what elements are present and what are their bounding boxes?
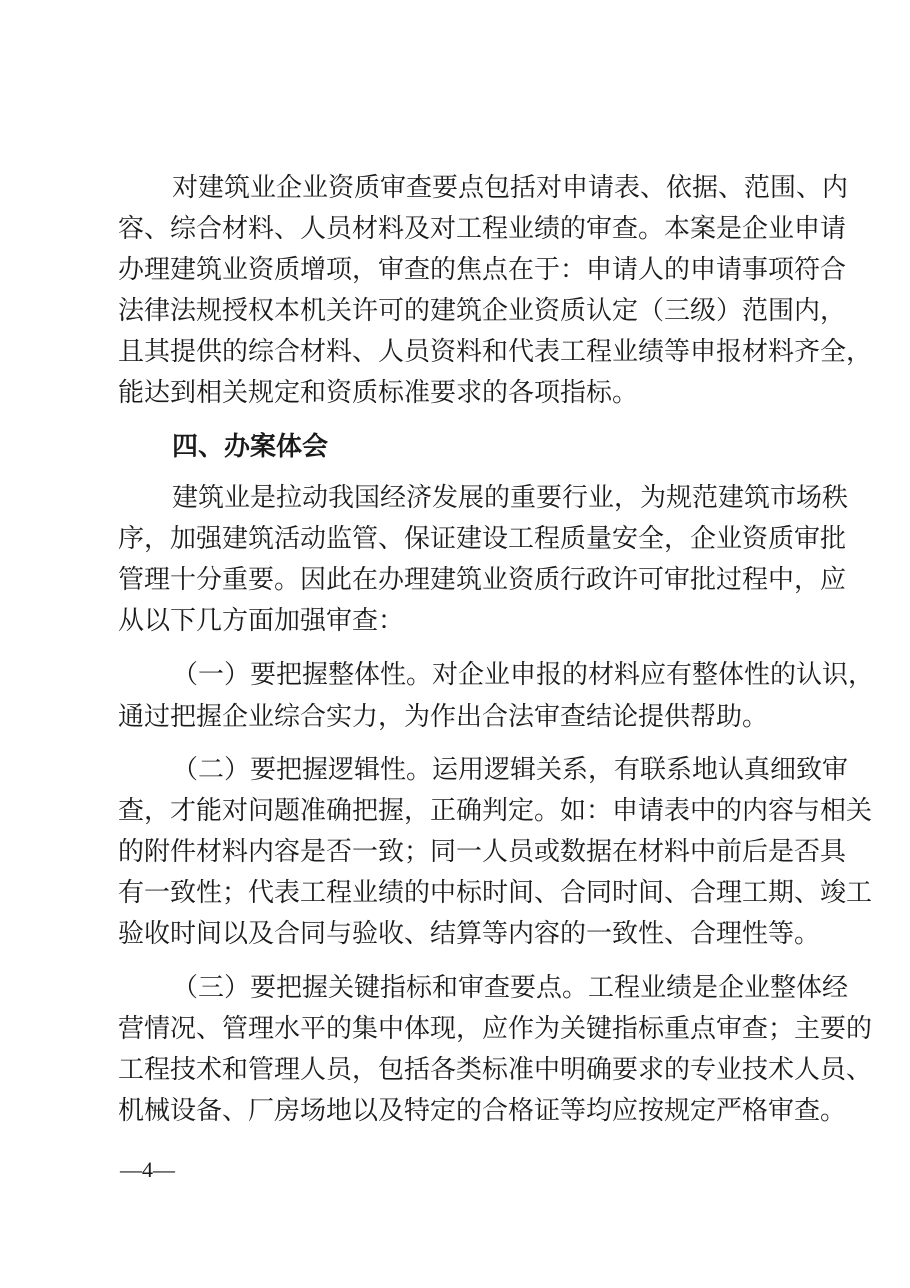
section-heading: 四、办案体会 [172, 432, 329, 462]
paragraph-2-line-2: 序，加强建筑活动监管、保证建设工程质量安全，企业资质审批 [118, 524, 847, 554]
paragraph-5-line-2: 营情况、管理水平的集中体现，应作为关键指标重点审查；主要的 [118, 1014, 873, 1044]
paragraph-3-line-1: （一）要把握整体性。对企业申报的材料应有整体性的认识， [172, 660, 875, 690]
paragraph-1-line-2: 容、综合材料、人员材料及对工程业绩的审查。本案是企业申请 [118, 214, 847, 244]
paragraph-4-line-2: 查，才能对问题准确把握，正确判定。如：申请表中的内容与相关 [118, 796, 873, 826]
paragraph-2-line-1: 建筑业是拉动我国经济发展的重要行业，为规范建筑市场秩 [172, 483, 849, 513]
paragraph-2-line-3: 管理十分重要。因此在办理建筑业资质行政许可审批过程中，应 [118, 565, 847, 595]
paragraph-1-line-6: 能达到相关规定和资质标准要求的各项指标。 [118, 378, 639, 408]
paragraph-1-line-1: 对建筑业企业资质审查要点包括对申请表、依据、范围、内 [172, 173, 849, 203]
paragraph-5-line-4: 机械设备、厂房场地以及特定的合格证等均应按规定严格审查。 [118, 1096, 847, 1126]
paragraph-4-line-3: 的附件材料内容是否一致；同一人员或数据在材料中前后是否具 [118, 837, 847, 867]
paragraph-4-line-4: 有一致性；代表工程业绩的中标时间、合同时间、合理工期、竣工 [118, 878, 873, 908]
paragraph-2-line-4: 从以下几方面加强审查： [118, 606, 405, 636]
paragraph-3-line-2: 通过把握企业综合实力，为作出合法审查结论提供帮助。 [118, 702, 769, 732]
paragraph-5-line-3: 工程技术和管理人员，包括各类标准中明确要求的专业技术人员、 [118, 1055, 873, 1085]
paragraph-5-line-1: （三）要把握关键指标和审查要点。工程业绩是企业整体经 [172, 973, 849, 1003]
paragraph-1-line-3: 办理建筑业资质增项，审查的焦点在于：申请人的申请事项符合 [118, 255, 847, 285]
page-number: —4— [120, 1157, 175, 1182]
paragraph-4-line-5: 验收时间以及合同与验收、结算等内容的一致性、合理性等。 [118, 919, 821, 949]
paragraph-4-line-1: （二）要把握逻辑性。运用逻辑关系，有联系地认真细致审 [172, 755, 849, 785]
paragraph-1-line-5: 且其提供的综合材料、人员资料和代表工程业绩等申报材料齐全， [118, 337, 873, 367]
paragraph-1-line-4: 法律法规授权本机关许可的建筑企业资质认定（三级）范围内， [118, 296, 847, 326]
